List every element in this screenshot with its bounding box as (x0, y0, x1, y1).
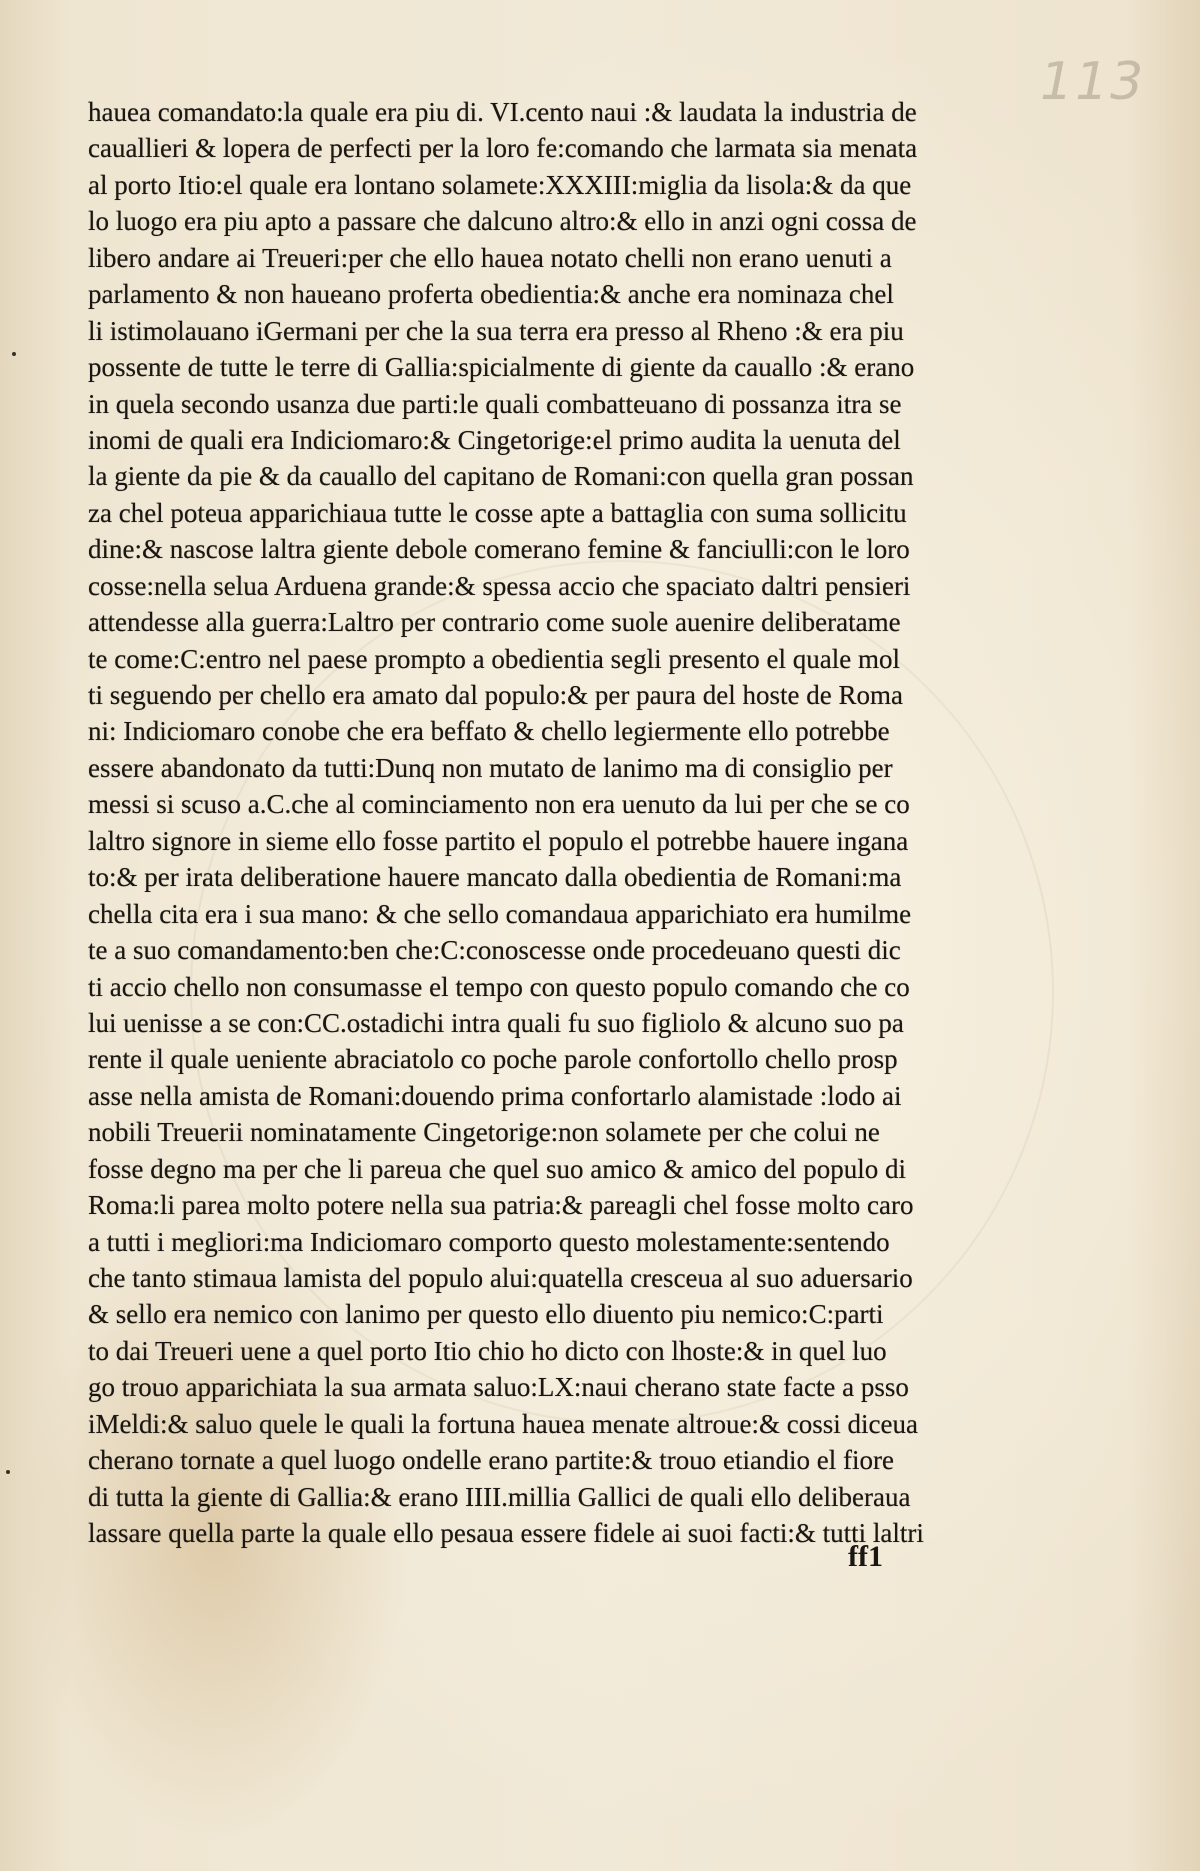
text-line: al porto Itio:el quale era lontano solamete:XXXIII:miglia da lisola:& da que (88, 169, 912, 200)
text-line: go trouo apparichiata la sua armata saluo:LX:naui cherano state facte a psso (88, 1372, 909, 1403)
text-line: di tutta la giente di Gallia:& erano IIII.millia Gallici de quali ello deliberaua (88, 1481, 911, 1512)
text-line: parlamento & non haueano proferta obedientia:& anche era nominaza chel (88, 279, 894, 310)
text-line: ti accio chello non consumasse el tempo con questo populo comando che co (88, 971, 910, 1002)
text-line: hauea comandato:la quale era piu di. VI.cento naui :& laudata la industria de (88, 97, 917, 127)
text-line: to dai Treueri uene a quel porto Itio chio ho dicto con lhoste:& in quel luo (88, 1335, 887, 1366)
text-line: iMeldi:& saluo quele le quali la fortuna hauea menate altroue:& cossi diceua (88, 1408, 918, 1439)
text-line: dine:& nascose laltra giente debole comerano femine & fanciulli:con le loro (88, 534, 910, 565)
text-line: rente il quale ueniente abraciatolo co poche parole confortollo chello prosp (88, 1044, 898, 1075)
text-line: Roma:li parea molto potere nella sua patria:& pareagli chel fosse molto caro (88, 1190, 914, 1221)
text-line: laltro signore in sieme ello fosse partito el populo el potrebbe hauere ingana (88, 825, 909, 856)
text-line: za chel poteua apparichiaua tutte le cosse apte a battaglia con suma sollicitu (88, 497, 907, 528)
text-line: la giente da pie & da cauallo del capitano de Romani:con quella gran possan (88, 461, 914, 492)
text-line: nobili Treuerii nominatamente Cingetorige:non solamete per che colui ne (88, 1117, 880, 1148)
text-line: lassare quella parte la quale ello pesaua essere fidele ai suoi facti:& tutti laltri (88, 1518, 924, 1549)
text-line: lo luogo era piu apto a passare che dalcuno altro:& ello in anzi ogni cossa de (88, 206, 917, 237)
text-line: & sello era nemico con lanimo per questo ello diuento piu nemico:C:parti (88, 1299, 884, 1330)
text-line: fosse degno ma per che li pareua che quel suo amico & amico del populo di (88, 1153, 906, 1184)
text-line: attendesse alla guerra:Laltro per contrario come suole auenire deliberatame (88, 607, 901, 638)
text-line: inomi de quali era Indiciomaro:& Cingetorige:el primo audita la uenuta del (88, 424, 901, 455)
margin-dot (12, 352, 16, 356)
text-line: te a suo comandamento:ben che:C:conoscesse onde procedeuano questi dic (88, 935, 901, 966)
text-line: li istimolauano iGermani per che la sua terra era presso al Rheno :& era piu (88, 315, 904, 346)
text-line: possente de tutte le terre di Gallia:spicialmente di giente da cauallo :& erano (88, 352, 915, 383)
signature-mark: ff1 (848, 1540, 883, 1573)
text-line: ti seguendo per chello era amato dal populo:& per paura del hoste de Roma (88, 680, 903, 710)
text-line: ni: Indiciomaro conobe che era beffato & chello legiermente ello potrebbe (88, 716, 890, 747)
text-line: to:& per irata deliberatione hauere mancato dalla obedientia de Romani:ma (88, 862, 902, 893)
text-line: essere abandonato da tutti:Dunq non mutato de lanimo ma di consiglio per (88, 752, 893, 783)
margin-dot (6, 1470, 10, 1474)
text-block (88, 94, 948, 1552)
text-line: messi si scuso a.C.che al cominciamento non era uenuto da lui per che se co (88, 789, 910, 820)
text-line: in quela secondo usanza due parti:le quali combatteuano di possanza itra se (88, 388, 902, 419)
folio-number: 113 (1040, 52, 1146, 112)
text-line: che tanto stimaua lamista del populo alui:quatella cresceua al suo aduersario (88, 1263, 913, 1293)
text-line: libero andare ai Treueri:per che ello hauea notato chelli non erano uenuti a (88, 242, 892, 273)
text-line: a tutti i megliori:ma Indiciomaro comporto questo molestamente:sentendo (88, 1226, 890, 1257)
text-line: cauallieri & lopera de perfecti per la loro fe:comando che larmata sia menata (88, 133, 918, 164)
text-line: cherano tornate a quel luogo ondelle erano partite:& trouo etiandio el fiore (88, 1445, 894, 1476)
text-line: lui uenisse a se con:CC.ostadichi intra quali fu suo figliolo & alcuno suo pa (88, 1007, 904, 1038)
text-line: chella cita era i sua mano: & che sello comandaua apparichiato era humilme (88, 898, 912, 929)
text-line: asse nella amista de Romani:douendo prima confortarlo alamistade :lodo ai (88, 1080, 902, 1111)
text-line: cosse:nella selua Arduena grande:& spessa accio che spaciato daltri pensieri (88, 570, 911, 601)
text-line: te come:C:entro nel paese prompto a obedientia segli presento el quale mol (88, 643, 900, 674)
